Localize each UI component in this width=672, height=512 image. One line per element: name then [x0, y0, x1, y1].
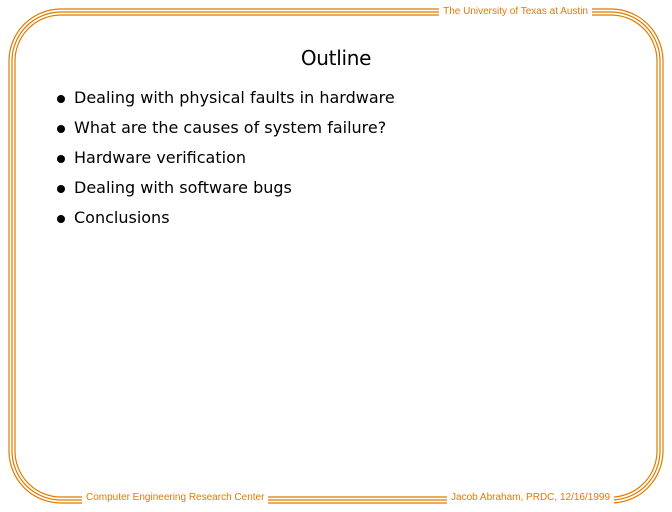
- outline-item: [54, 116, 395, 146]
- outline-item: [54, 206, 395, 236]
- outline-item-text: Dealing with physical faults in hardware: [74, 88, 395, 107]
- bullet-icon: [57, 95, 65, 103]
- outline-item-text: Dealing with software bugs: [74, 178, 292, 197]
- footer-center-name: Computer Engineering Research Center: [82, 492, 268, 504]
- footer-author-date: Jacob Abraham, PRDC, 12/16/1999: [447, 492, 614, 504]
- outline-item-text: Conclusions: [74, 208, 170, 227]
- header-institution: The University of Texas at Austin: [439, 6, 592, 18]
- bullet-icon: [57, 125, 65, 133]
- outline-item: [54, 86, 395, 116]
- outline-item-text: What are the causes of system failure?: [74, 118, 387, 137]
- bullet-icon: [57, 155, 65, 163]
- outline-item: [54, 146, 395, 176]
- slide-title: Outline: [300, 46, 372, 70]
- outline-item: [54, 176, 395, 206]
- outline-list: [54, 86, 395, 236]
- bullet-icon: [57, 215, 65, 223]
- bullet-icon: [57, 185, 65, 193]
- outline-item-text: Hardware verification: [74, 148, 246, 167]
